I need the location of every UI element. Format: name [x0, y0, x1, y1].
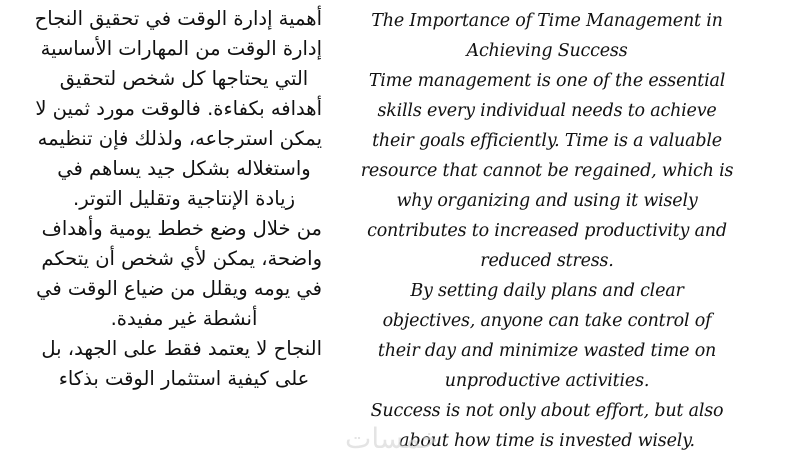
english-line: reduced stress.	[480, 251, 614, 271]
watermark-logo: خمسات	[345, 422, 439, 455]
english-title-line-1: The Importance of Time Management in	[371, 11, 723, 31]
english-line: By setting daily plans and clear	[410, 281, 684, 301]
arabic-line: أهدافه بكفاءة. فالوقت مورد ثمين لا	[35, 97, 322, 120]
arabic-text-column	[34, 4, 322, 394]
arabic-line: في يومه ويقلل من ضياع الوقت في	[36, 277, 322, 300]
english-line: why organizing and using it wisely	[396, 191, 698, 211]
arabic-line: من خلال وضع خطط يومية وأهداف	[41, 217, 322, 240]
arabic-line: على كيفية استثمار الوقت بذكاء	[58, 367, 310, 390]
arabic-line: إدارة الوقت من المهارات الأساسية	[40, 37, 322, 60]
arabic-line: زيادة الإنتاجية وتقليل التوتر.	[73, 187, 295, 210]
arabic-line: واضحة، يمكن لأي شخص أن يتحكم	[41, 247, 322, 270]
english-line: unproductive activities.	[444, 371, 650, 391]
english-title-line-2: Achieving Success	[466, 41, 628, 61]
arabic-title: أهمية إدارة الوقت في تحقيق النجاح	[34, 7, 322, 30]
english-line: resource that cannot be regained, which is	[360, 161, 734, 181]
arabic-line: أنشطة غير مفيدة.	[110, 307, 258, 330]
arabic-line: يمكن استرجاعه، ولذلك فإن تنظيمه	[37, 127, 322, 150]
english-line: their day and minimize wasted time on	[377, 341, 717, 361]
english-line: their goals efficiently. Time is a valuable	[372, 131, 722, 151]
english-line: objectives, anyone can take control of	[382, 311, 712, 331]
english-line: contributes to increased productivity and	[367, 221, 727, 241]
arabic-line: التي يحتاجها كل شخص لتحقيق	[59, 67, 309, 90]
arabic-line: النجاح لا يعتمد فقط على الجهد، بل	[41, 337, 322, 360]
english-line: Time management is one of the essential	[368, 71, 726, 91]
english-line: skills every individual needs to achieve	[377, 101, 717, 121]
english-text-column	[360, 6, 734, 456]
english-line: about how time is invested wisely.	[399, 431, 695, 451]
english-line: Success is not only about effort, but also	[370, 401, 724, 421]
arabic-line: واستغلاله بشكل جيد يساهم في	[57, 157, 311, 180]
